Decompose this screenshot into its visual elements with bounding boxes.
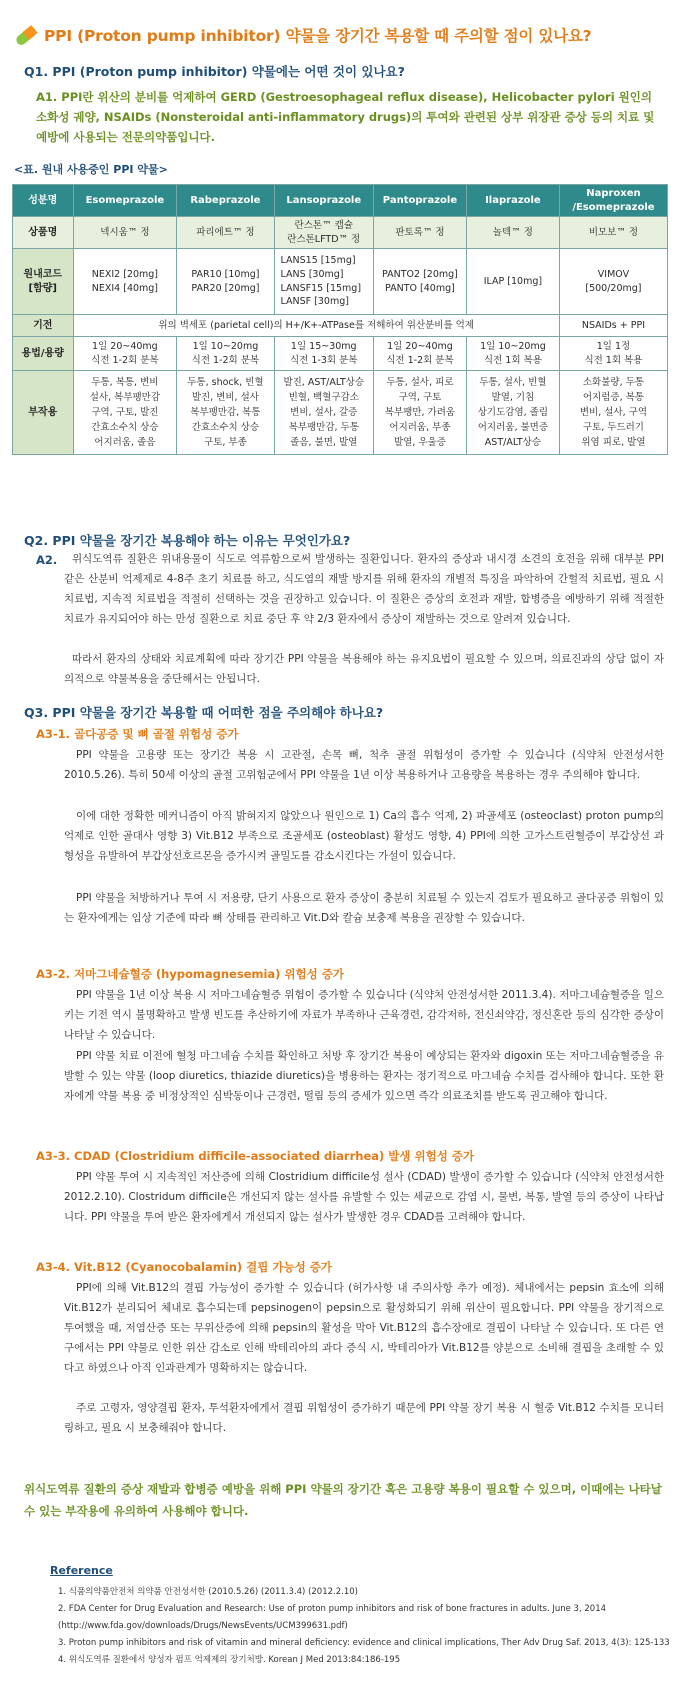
header-cell: 성분명 bbox=[13, 185, 74, 217]
answer-2-paragraph-1: 위식도역류 질환은 위내용물이 식도로 역류함으로써 발생하는 질환입니다. 환자의 증상과 내시경 소견의 호전을 위해 대부분 PPI 같은 산분비 억제제로 4-8주 초기 치료를 하고, 식도염의 재발 방지를 위해 환자의 개별적 특징을 파악하여 간헐적 치료법, 필요 시 치료법, 지속적 치료법을 적절히 선택하는 것을 권장하고 있습니다. 이 질환은 증상의 호전과 재발, 합병증을 예방하기 위해 적절한 치료가 유지되어야 하는 만성 질환으로 치료 중단 후 약 2/3 환자에서 증상이 재발하는 것으로 알려져 있습니다. bbox=[64, 553, 664, 625]
reference-title: Reference bbox=[50, 1564, 113, 1577]
title-row bbox=[12, 20, 672, 54]
table-cell: 1일 20~40mg 식전 1-2회 분복 bbox=[73, 337, 177, 371]
table-cell: ILAP [10mg] bbox=[466, 249, 559, 315]
table-cell: LANS15 [15mg] LANS [30mg] LANSF15 [15mg] LANSF [30mg] bbox=[274, 249, 373, 315]
page-title: PPI (Proton pump inhibitor) 약물을 장기간 복용할 때 주의할 점이 있나요? bbox=[44, 27, 592, 45]
table-cell: 소화불량, 두통 어지럼증, 복통 변비, 설사, 구역 구토, 두드러기 위염 피로, 발열 bbox=[559, 371, 667, 455]
table-cell: NEXI2 [20mg] NEXI4 [40mg] bbox=[73, 249, 177, 315]
table-row-dose bbox=[13, 337, 668, 371]
answer-2-label: A2. bbox=[36, 553, 58, 567]
table-cell: 1일 20~40mg 식전 1-2회 분복 bbox=[373, 337, 466, 371]
table-cell: 두통, shock, 빈혈 발진, 변비, 설사 복부팽만감, 복통 간효소수치 상승 구토, 부종 bbox=[177, 371, 274, 455]
row-header: 기전 bbox=[13, 315, 74, 337]
table-cell: 1일 10~20mg 식전 1-2회 분복 bbox=[177, 337, 274, 371]
row-header: 원내코드 [함량] bbox=[13, 249, 74, 315]
table-cell: VIMOV [500/20mg] bbox=[559, 249, 667, 315]
question-3: Q3. PPI 약물을 장기간 복용할 때 어떠한 점을 주의해야 하나요? bbox=[24, 705, 384, 720]
answer-1: A1. PPI란 위산의 분비를 억제하여 GERD (Gestroesophageal reflux disease), Helicobacter pylori 원인의 소화성 궤양, NSAIDs (Nonsteroidal anti-inflammatory drugs)의 투여와 관련된 상부 위장관 증상 등의 치료 및 예방에 사용되는 전문의약품입니다. bbox=[36, 90, 655, 144]
table-cell: 란스톤™ 캡슐 란스톤LFTD™ 정 bbox=[274, 217, 373, 249]
table-cell: 비모보™ 정 bbox=[559, 217, 667, 249]
section-a3-2-title: A3-2. 저마그네슘혈증 (hypomagnesemia) 위험성 증가 bbox=[36, 967, 344, 981]
row-header: 용법/용량 bbox=[13, 337, 74, 371]
table-cell: 1일 15~30mg 식전 1-3회 분복 bbox=[274, 337, 373, 371]
a3-2-paragraph-1: PPI 약물을 1년 이상 복용 시 저마그네슘혈증 위험이 증가할 수 있습니다 (식약처 안전성서한 2011.3.4). 저마그네슘혈증을 일으키는 기전 역시 불명확하고 발생 빈도를 추산하기에 자료가 부족하나 근육경련, 감각저하, 전신쇠약감, 정신혼란 등의 심각한 증상이 나타날 수 있습니다. bbox=[64, 989, 664, 1041]
table-cell: PAR10 [10mg] PAR20 [20mg] bbox=[177, 249, 274, 315]
table-cell: 놀텍™ 정 bbox=[466, 217, 559, 249]
table-row-code bbox=[13, 249, 668, 315]
a3-1-paragraph-2: 이에 대한 정확한 메커니즘이 아직 밝혀지지 않았으나 원인으로 1) Ca의 흡수 억제, 2) 파골세포 (osteoclast) proton pump의 억제로 인한 골대사 영향 3) Vit.B12 부족으로 조골세포 (osteoblast) 활성도 영향, 4) PPI에 의한 고가스트린혈증이 부갑상선 과형성을 유발하여 부갑상선호르몬을 증가시켜 골밀도를 감소시킨다는 가설이 있습니다. bbox=[64, 810, 664, 862]
table-cell: PANTO2 [20mg] PANTO [40mg] bbox=[373, 249, 466, 315]
header-cell: Ilaprazole bbox=[466, 185, 559, 217]
answer-2-paragraph-2: 따라서 환자의 상태와 치료계획에 따라 장기간 PPI 약물을 복용해야 하는 유지요법이 필요할 수 있으며, 의료진과의 상담 없이 자의적으로 약물복용을 중단해서는 안됩니다. bbox=[64, 653, 664, 685]
a3-1-paragraph-1: PPI 약물을 고용량 또는 장기간 복용 시 고관절, 손목 뼈, 척추 골절 위험성이 증가할 수 있습니다 (식약처 안전성서한 2010.5.26). 특히 50세 이상의 골절 고위험군에서 PPI 약물을 1년 이상 복용하거나 고용량을 복용하는 경우 주의해야 합니다. bbox=[64, 749, 664, 781]
question-2: Q2. PPI 약물을 장기간 복용해야 하는 이유는 무엇인가요? bbox=[24, 533, 351, 548]
a3-2-paragraph-2: PPI 약물 치료 이전에 혈청 마그네슘 수치를 확인하고 처방 후 장기간 복용이 예상되는 환자와 digoxin 또는 저마그네슘혈증을 유발할 수 있는 약물 (loop diuretics, thiazide diuretics)을 병용하는 환자는 정기적으로 마그네슘 수치를 검사해야 합니다. 또한 환자에게 약물 복용 중 비정상적인 심박동이나 근경련, 떨림 등의 증세가 있으면 즉각 의료조치를 받도록 권고해야 합니다. bbox=[64, 1050, 664, 1102]
section-a3-4-title: A3-4. Vit.B12 (Cyanocobalamin) 결핍 가능성 증가 bbox=[36, 1260, 332, 1274]
table-caption: <표. 원내 사용중인 PPI 약물> bbox=[14, 163, 168, 176]
row-header: 부작용 bbox=[13, 371, 74, 455]
header-cell: Pantoprazole bbox=[373, 185, 466, 217]
table-cell: 1일 1정 식전 1회 복용 bbox=[559, 337, 667, 371]
a3-1-paragraph-3: PPI 약물을 처방하거나 투여 시 저용량, 단기 사용으로 환자 증상이 충분히 치료될 수 있는지 검토가 필요하고 골다공증 위험이 있는 환자에게는 임상 기준에 따라 뼈 상태를 관리하고 Vit.D와 칼슘 보충제 복용을 권장할 수 있습니다. bbox=[64, 892, 664, 924]
table-row-mechanism bbox=[13, 315, 668, 337]
a3-4-paragraph-1: PPI에 의해 Vit.B12의 결핍 가능성이 증가할 수 있습니다 (허가사항 내 주의사항 추가 예정). 체내에서는 pepsin 효소에 의해 Vit.B12가 분리되어 체내로 흡수되는데 pepsinogen이 pepsin으로 활성화되기 위해 위산이 필요합니다. PPI 약물을 장기적으로 투여했을 때, 저염산증 또는 무위산증에 의해 pepsin의 활성을 막아 Vit.B12의 흡수장애로 결핍이 나타날 수 있습니다. 또 다른 연구에서는 PPI 약물로 인한 위산 감소로 인해 박테리아의 과다 증식 시, 박테리아가 Vit.B12를 양분으로 소비해 결핍을 초래할 수 있다고 하였으나 아직 인과관계가 명확하지는 않습니다. bbox=[64, 1282, 664, 1374]
a3-3-paragraph-1: PPI 약물 투여 시 지속적인 저산증에 의해 Clostridium difficile성 설사 (CDAD) 발생이 증가할 수 있습니다 (식약처 안전성서한 2012.2.10). Clostridum difficile은 개선되지 않는 설사를 유발할 수 있는 세균으로 감염 시, 물변, 복통, 발열 등의 증상이 나타납니다. PPI 약물을 투여 받은 환자에게서 개선되지 않는 설사가 발생한 경우 CDAD를 고려해야 합니다. bbox=[64, 1171, 664, 1223]
table-cell: 파리에트™ 정 bbox=[177, 217, 274, 249]
question-1: Q1. PPI (Proton pump inhibitor) 약물에는 어떤 것이 있나요? bbox=[24, 64, 405, 79]
reference-item: 2. FDA Center for Drug Evaluation and Research: Use of proton pump inhibitors and risk of bone fractures in adults. June 3, 2014 (http://www.fda.gov/downloads/Drugs/NewsEvents/UCM399631.pdf) bbox=[58, 1604, 607, 1631]
table-cell: 두통, 설사, 피로 구역, 구토 복부팽만, 가려움 어지러움, 부종 발열, 우울증 bbox=[373, 371, 466, 455]
ppi-drug-table bbox=[12, 184, 668, 455]
header-cell: Esomeprazole bbox=[73, 185, 177, 217]
section-a3-3-title: A3-3. CDAD (Clostridium difficile-associated diarrhea) 발생 위험성 증가 bbox=[36, 1149, 475, 1163]
row-header: 상품명 bbox=[13, 217, 74, 249]
header-cell: Lansoprazole bbox=[274, 185, 373, 217]
reference-item: 1. 식품의약품안전처 의약품 안전성서한 (2010.5.26) (2011.3.4) (2012.2.10) bbox=[58, 1587, 358, 1597]
table-cell: NSAIDs + PPI bbox=[559, 315, 667, 337]
header-cell: Naproxen /Esomeprazole bbox=[559, 185, 667, 217]
reference-list bbox=[58, 1584, 670, 1669]
table-header-row bbox=[13, 185, 668, 217]
table-cell: 넥시움™ 정 bbox=[73, 217, 177, 249]
table-cell: 1일 10~20mg 식전 1회 복용 bbox=[466, 337, 559, 371]
table-row-side-effects bbox=[13, 371, 668, 455]
table-cell: 위의 벽세포 (parietal cell)의 H+/K+-ATPase를 저해하여 위산분비를 억제 bbox=[73, 315, 559, 337]
conclusion: 위식도역류 질환의 증상 재발과 합병증 예방을 위해 PPI 약물의 장기간 혹은 고용량 복용이 필요할 수 있으며, 이때에는 나타날 수 있는 부작용에 유의하여 사용해야 합니다. bbox=[24, 1482, 662, 1518]
capsule-icon bbox=[12, 22, 40, 50]
section-a3-1-title: A3-1. 골다공증 및 뼈 골절 위험성 증가 bbox=[36, 727, 239, 741]
a3-4-paragraph-2: 주로 고령자, 영양결핍 환자, 투석환자에게서 결핍 위험성이 증가하기 때문에 PPI 약물 장기 복용 시 혈중 Vit.B12 수치를 모니터링하고, 필요 시 보충해줘야 합니다. bbox=[64, 1402, 664, 1434]
table-cell: 두통, 설사, 빈혈 발열, 기침 상기도감염, 졸림 어지러움, 불면증 AST/ALT상승 bbox=[466, 371, 559, 455]
reference-item: 4. 위식도역류 질환에서 양성자 펌프 억제제의 장기처방. Korean J Med 2013:84:186-195 bbox=[58, 1655, 401, 1665]
reference-item: 3. Proton pump inhibitors and risk of vitamin and mineral deficiency: evidence and clinical implications, Ther Adv Drug Saf. 2013, 4(3): 125-133 bbox=[58, 1638, 670, 1648]
table-cell: 발진, AST/ALT상승 빈혈, 백혈구감소 변비, 설사, 갈증 복부팽만감, 두통 졸음, 불면, 발열 bbox=[274, 371, 373, 455]
table-cell: 판토록™ 정 bbox=[373, 217, 466, 249]
table-row-trade-name bbox=[13, 217, 668, 249]
header-cell: Rabeprazole bbox=[177, 185, 274, 217]
table-cell: 두통, 복통, 변비 설사, 복부팽만감 구역, 구토, 발진 간효소수치 상승 어지러움, 졸음 bbox=[73, 371, 177, 455]
